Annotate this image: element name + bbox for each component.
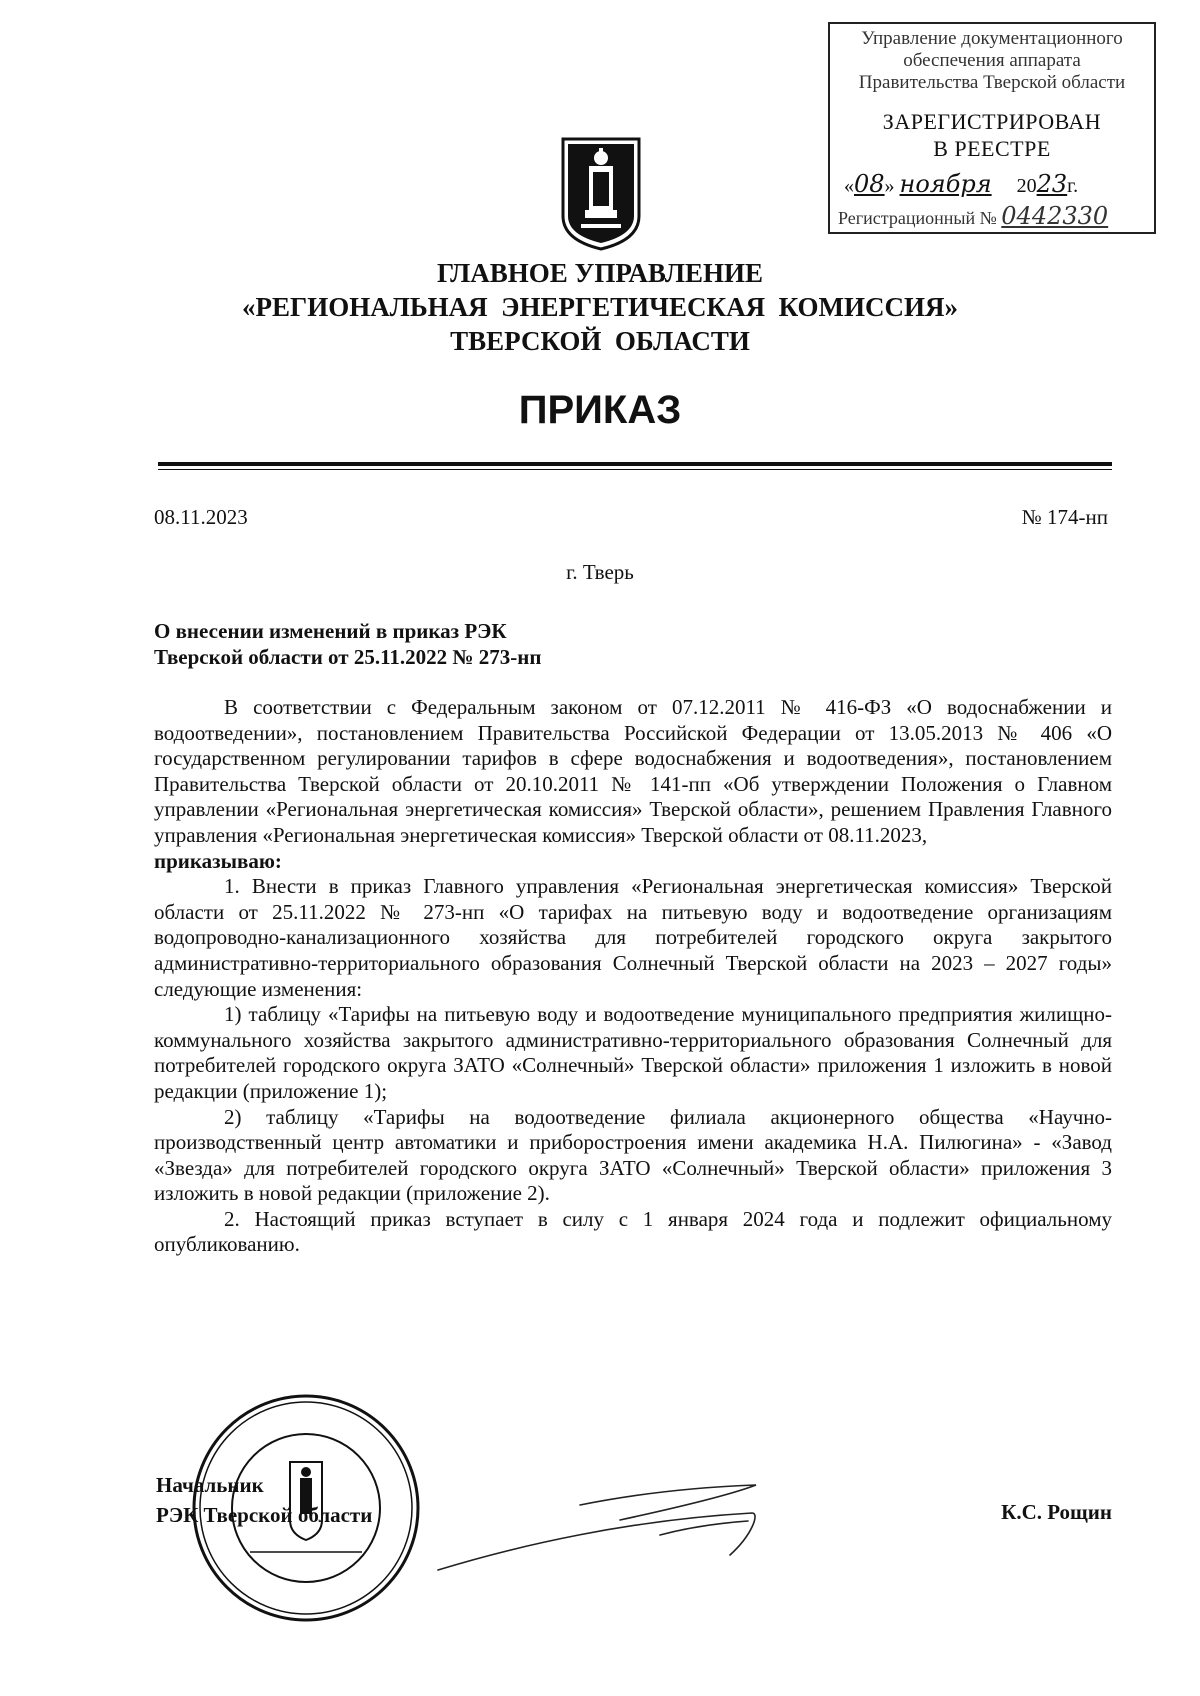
document-type: ПРИКАЗ <box>518 388 682 432</box>
stamp-dept-line: Управление документационного <box>861 28 1123 49</box>
stamp-day: 08 <box>854 170 885 198</box>
item-1-2-paragraph: 2) таблицу «Тарифы на водоотведение филиала акционерного общества «Научно-производственный центр автоматики и приборостроения имени академика Н.А. Пилюгина» - «Завод «Звезда» для потребителей городского округа ЗАТО «Солнечный» Тверской области» приложения 3 изложить в новой редакции (приложение 2). <box>154 1104 1112 1206</box>
document-number: № 174-нп <box>1021 505 1108 529</box>
header-divider <box>158 462 1112 466</box>
stamp-dept-line: обеспечения аппарата <box>903 50 1081 71</box>
position-line: РЭК Тверской области <box>156 1503 373 1527</box>
item-1-1-paragraph: 1) таблицу «Тарифы на питьевую воду и водоотведение муниципального предприятия жилищно-коммунального хозяйства закрытого административно-территориального образования Солнечный для потребителей городского округа ЗАТО «Солнечный» Тверской области» приложения 1 изложить в новой редакции (приложение 1); <box>154 1002 1112 1103</box>
order-word: приказываю: <box>154 848 282 873</box>
stamp-reg-number <box>830 202 1154 230</box>
stamp-month: ноября <box>899 170 992 198</box>
document-city: г. Тверь <box>566 560 634 584</box>
org-name-line: «РЕГИОНАЛЬНАЯ ЭНЕРГЕТИЧЕСКАЯ КОМИССИЯ» <box>242 292 958 322</box>
stamp-title <box>830 108 1154 162</box>
org-name-line: ГЛАВНОЕ УПРАВЛЕНИЕ <box>437 258 763 288</box>
subject-line: О внесении изменений в приказ РЭК <box>154 619 507 643</box>
handwritten-signature <box>430 1465 830 1580</box>
subject-line: Тверской области от 25.11.2022 № 273-нп <box>154 645 542 669</box>
signer-name: К.С. Рощин <box>1001 1500 1112 1524</box>
document-subject <box>154 618 541 670</box>
preamble-paragraph: В соответствии с Федеральным законом от 07.12.2011 № 416-ФЗ «О водоснабжении и водоотведении», постановлением Правительства Российской Федерации от 13.05.2013 № 406 «О государственном регулировании тарифов в сфере водоснабжения и водоотведения», постановлением Правительства Тверской области от 20.10.2011 № 141-пп «Об утверждении Положения о Главном управлении «Региональная энергетическая комиссия» Тверской области», решением Правления Главного управления «Региональная энергетическая комиссия» Тверской области от 08.11.2023, <box>154 695 1112 847</box>
stamp-title-line: ЗАРЕГИСТРИРОВАН <box>882 109 1102 134</box>
organization-name <box>160 256 1040 358</box>
stamp-title-line: В РЕЕСТРЕ <box>933 136 1051 161</box>
stamp-dept-line: Правительства Тверской области <box>858 72 1126 93</box>
stamp-year-unit: г. <box>1067 175 1079 197</box>
registration-stamp <box>828 22 1156 234</box>
document-date: 08.11.2023 <box>154 505 248 529</box>
stamp-date: «08» ноября 2023г. <box>844 170 1079 198</box>
stamp-year-prefix: 20 <box>1016 175 1037 197</box>
signer-position <box>156 1470 372 1530</box>
item-1-paragraph: 1. Внести в приказ Главного управления «Региональная энергетическая комиссия» Тверской области от 25.11.2022 № 273-нп «О тарифах на питьевую воду и водоотведение организациям водопроводно-канализационного хозяйства для потребителей городского округа закрытого административно-территориального образования Солнечный Тверской области на 2023 – 2027 годы» следующие изменения: <box>154 874 1112 1001</box>
document-body <box>154 695 1112 1258</box>
position-line: Начальник <box>156 1473 264 1497</box>
header-divider-thin <box>158 469 1112 470</box>
stamp-number-label: Регистрационный № <box>838 208 997 228</box>
stamp-year-suffix: 23 <box>1036 170 1068 198</box>
org-name-line: ТВЕРСКОЙ ОБЛАСТИ <box>450 326 750 356</box>
stamp-department <box>830 28 1154 94</box>
coat-of-arms-icon <box>560 136 642 252</box>
item-2-paragraph: 2. Настоящий приказ вступает в силу с 1 января 2024 года и подлежит официальному опубликованию. <box>154 1206 1112 1257</box>
stamp-number-value: 0442330 <box>1001 202 1109 230</box>
